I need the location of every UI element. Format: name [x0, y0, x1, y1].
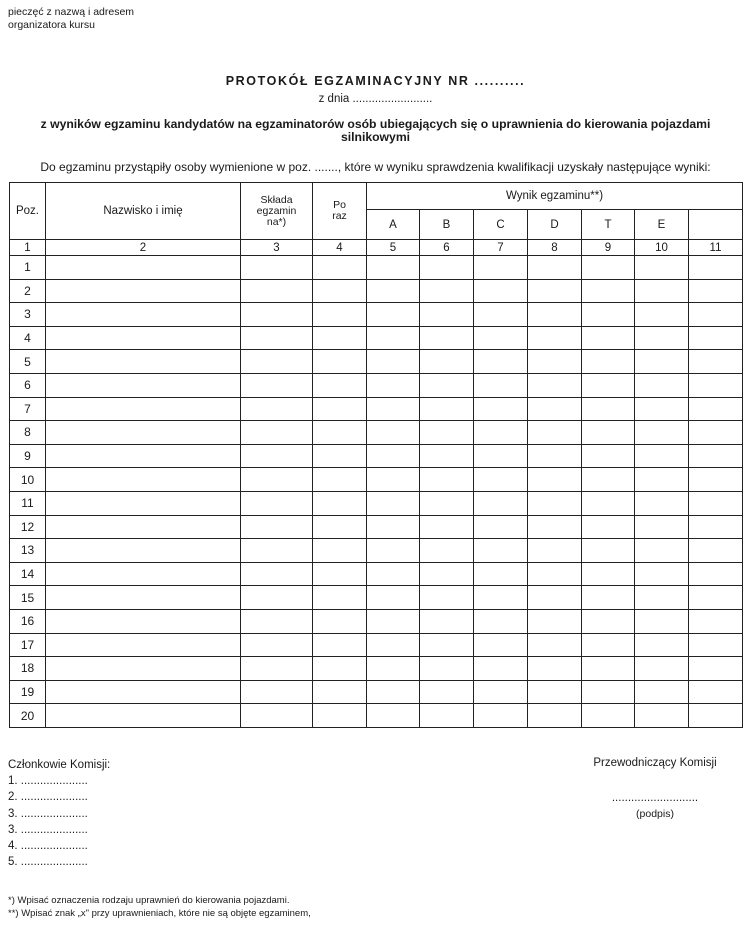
- table-cell[interactable]: [420, 515, 474, 539]
- result-subheader: E: [635, 210, 689, 240]
- table-cell[interactable]: [241, 397, 313, 421]
- member-line[interactable]: 3. .....................: [8, 823, 88, 836]
- table-row: [10, 468, 743, 492]
- results-table: [9, 182, 743, 728]
- table-cell[interactable]: [367, 633, 420, 657]
- table-cell[interactable]: [582, 279, 635, 303]
- table-cell[interactable]: [241, 303, 313, 327]
- table-cell[interactable]: [689, 256, 743, 280]
- table-cell[interactable]: [313, 256, 367, 280]
- table-cell[interactable]: [635, 303, 689, 327]
- table-cell[interactable]: [528, 609, 582, 633]
- table-cell[interactable]: [635, 421, 689, 445]
- member-line[interactable]: 1. .....................: [8, 775, 88, 788]
- table-cell[interactable]: [635, 633, 689, 657]
- date-line: z dnia .........................: [318, 93, 433, 105]
- table-cell[interactable]: [313, 609, 367, 633]
- row-number: 3: [10, 303, 46, 327]
- member-line[interactable]: 5. .....................: [8, 856, 88, 869]
- table-cell[interactable]: [474, 350, 528, 374]
- intro-text: Do egzaminu przystąpiły osoby wymienione w poz. ......., które w wyniku sprawdzenia kwalifikacji uzyskały następujące wyniki:: [40, 160, 711, 174]
- result-subheader: A: [367, 210, 420, 240]
- table-cell[interactable]: [474, 279, 528, 303]
- table-cell[interactable]: [241, 491, 313, 515]
- table-cell[interactable]: [420, 468, 474, 492]
- table-cell[interactable]: [367, 303, 420, 327]
- table-row: [10, 704, 743, 728]
- footnote-2: **) Wpisać znak „x" przy uprawnieniach, które nie są objęte egzaminem,: [8, 908, 311, 919]
- row-number: 4: [10, 326, 46, 350]
- table-cell[interactable]: [689, 657, 743, 681]
- table-cell[interactable]: [313, 444, 367, 468]
- protocol-subtitle: z wyników egzaminu kandydatów na egzaminatorów osób ubiegających się o uprawnienia do kierowania pojazdami silnikowymi: [40, 117, 711, 144]
- table-cell[interactable]: [474, 421, 528, 445]
- table-cell[interactable]: [689, 326, 743, 350]
- chair-label: Przewodniczący Komisji: [593, 757, 717, 769]
- table-cell[interactable]: [313, 680, 367, 704]
- table-cell[interactable]: [420, 397, 474, 421]
- table-cell[interactable]: [46, 657, 241, 681]
- column-number: 5: [367, 240, 420, 256]
- stamp-line-1: pieczęć z nazwą i adresem: [8, 6, 135, 18]
- table-cell[interactable]: [635, 397, 689, 421]
- column-number: 1: [10, 240, 46, 256]
- table-cell[interactable]: [582, 468, 635, 492]
- table-cell[interactable]: [689, 491, 743, 515]
- table-cell[interactable]: [420, 539, 474, 563]
- table-cell[interactable]: [582, 326, 635, 350]
- table-cell[interactable]: [528, 350, 582, 374]
- table-cell[interactable]: [582, 350, 635, 374]
- table-row: [10, 373, 743, 397]
- table-cell[interactable]: [582, 657, 635, 681]
- table-cell[interactable]: [635, 539, 689, 563]
- table-cell[interactable]: [689, 468, 743, 492]
- table-row: [10, 657, 743, 681]
- table-cell[interactable]: [635, 562, 689, 586]
- table-cell[interactable]: [582, 491, 635, 515]
- member-line[interactable]: 3. .....................: [8, 807, 88, 820]
- table-cell[interactable]: [474, 373, 528, 397]
- row-number: 6: [10, 373, 46, 397]
- table-cell[interactable]: [528, 562, 582, 586]
- table-cell[interactable]: [420, 303, 474, 327]
- table-cell[interactable]: [635, 279, 689, 303]
- table-cell[interactable]: [528, 279, 582, 303]
- table-cell[interactable]: [367, 421, 420, 445]
- result-subheader: B: [420, 210, 474, 240]
- table-cell[interactable]: [420, 586, 474, 610]
- table-cell[interactable]: [528, 539, 582, 563]
- column-number: 2: [46, 240, 241, 256]
- table-cell[interactable]: [46, 373, 241, 397]
- table-cell[interactable]: [528, 256, 582, 280]
- table-cell[interactable]: [528, 326, 582, 350]
- table-cell[interactable]: [528, 421, 582, 445]
- table-cell[interactable]: [582, 397, 635, 421]
- row-number: 13: [10, 539, 46, 563]
- table-cell[interactable]: [241, 515, 313, 539]
- table-cell[interactable]: [241, 539, 313, 563]
- table-cell[interactable]: [367, 609, 420, 633]
- table-row: [10, 303, 743, 327]
- table-cell[interactable]: [474, 609, 528, 633]
- table-cell[interactable]: [528, 373, 582, 397]
- table-cell[interactable]: [420, 491, 474, 515]
- table-cell[interactable]: [313, 397, 367, 421]
- table-row: [10, 421, 743, 445]
- table-cell[interactable]: [46, 515, 241, 539]
- table-cell[interactable]: [528, 680, 582, 704]
- table-cell[interactable]: [474, 704, 528, 728]
- table-row: [10, 279, 743, 303]
- table-cell[interactable]: [474, 657, 528, 681]
- row-number: 16: [10, 609, 46, 633]
- table-cell[interactable]: [46, 326, 241, 350]
- column-number: 10: [635, 240, 689, 256]
- chair-signature-line[interactable]: ...........................: [611, 792, 699, 804]
- table-cell[interactable]: [689, 373, 743, 397]
- table-cell[interactable]: [313, 539, 367, 563]
- table-cell[interactable]: [474, 444, 528, 468]
- column-number: 8: [528, 240, 582, 256]
- table-cell[interactable]: [241, 444, 313, 468]
- organizer-stamp: [8, 6, 134, 32]
- row-number: 8: [10, 421, 46, 445]
- table-row: [10, 586, 743, 610]
- table-cell[interactable]: [46, 680, 241, 704]
- result-subheader: C: [474, 210, 528, 240]
- table-cell[interactable]: [528, 704, 582, 728]
- table-row: [10, 515, 743, 539]
- table-row: [10, 326, 743, 350]
- table-cell[interactable]: [528, 586, 582, 610]
- table-cell[interactable]: [528, 633, 582, 657]
- table-cell[interactable]: [367, 704, 420, 728]
- table-row: [10, 680, 743, 704]
- table-cell[interactable]: [367, 562, 420, 586]
- row-number: 17: [10, 633, 46, 657]
- table-cell[interactable]: [689, 609, 743, 633]
- table-cell[interactable]: [313, 586, 367, 610]
- table-cell[interactable]: [689, 350, 743, 374]
- table-cell[interactable]: [528, 657, 582, 681]
- header-poraz: Po raz: [313, 183, 367, 240]
- table-cell[interactable]: [582, 303, 635, 327]
- table-cell[interactable]: [582, 609, 635, 633]
- table-cell[interactable]: [420, 421, 474, 445]
- table-cell[interactable]: [241, 256, 313, 280]
- table-cell[interactable]: [46, 539, 241, 563]
- committee-members: [8, 757, 110, 870]
- table-cell[interactable]: [528, 515, 582, 539]
- stamp-line-2: organizatora kursu: [8, 19, 95, 31]
- member-line[interactable]: 4. .....................: [8, 840, 88, 853]
- table-cell[interactable]: [528, 303, 582, 327]
- table-cell[interactable]: [474, 633, 528, 657]
- table-cell[interactable]: [689, 539, 743, 563]
- table-row: [10, 562, 743, 586]
- table-cell[interactable]: [313, 326, 367, 350]
- column-number: 9: [582, 240, 635, 256]
- table-cell[interactable]: [420, 279, 474, 303]
- row-number: 15: [10, 586, 46, 610]
- table-cell[interactable]: [367, 350, 420, 374]
- table-cell[interactable]: [635, 704, 689, 728]
- table-cell[interactable]: [528, 468, 582, 492]
- table-cell[interactable]: [313, 303, 367, 327]
- table-cell[interactable]: [635, 373, 689, 397]
- table-cell[interactable]: [420, 444, 474, 468]
- result-subheader: D: [528, 210, 582, 240]
- table-cell[interactable]: [689, 633, 743, 657]
- table-cell[interactable]: [46, 491, 241, 515]
- column-number: 3: [241, 240, 313, 256]
- table-cell[interactable]: [313, 373, 367, 397]
- table-cell[interactable]: [367, 586, 420, 610]
- table-cell[interactable]: [420, 657, 474, 681]
- table-cell[interactable]: [241, 609, 313, 633]
- table-cell[interactable]: [420, 609, 474, 633]
- footnote-1: *) Wpisać oznaczenia rodzaju uprawnień do kierowania pojazdami.: [8, 895, 290, 906]
- table-cell[interactable]: [367, 256, 420, 280]
- protocol-title: PROTOKÓŁ EGZAMINACYJNY NR ..........: [225, 74, 526, 88]
- table-cell[interactable]: [420, 326, 474, 350]
- row-number: 2: [10, 279, 46, 303]
- table-cell[interactable]: [241, 421, 313, 445]
- table-cell[interactable]: [241, 704, 313, 728]
- table-cell[interactable]: [313, 633, 367, 657]
- table-cell[interactable]: [46, 562, 241, 586]
- table-cell[interactable]: [689, 562, 743, 586]
- table-cell[interactable]: [241, 680, 313, 704]
- table-cell[interactable]: [689, 586, 743, 610]
- table-cell[interactable]: [635, 609, 689, 633]
- table-cell[interactable]: [582, 444, 635, 468]
- table-cell[interactable]: [46, 279, 241, 303]
- table-cell[interactable]: [241, 657, 313, 681]
- table-cell[interactable]: [367, 326, 420, 350]
- table-cell[interactable]: [689, 704, 743, 728]
- table-cell[interactable]: [241, 326, 313, 350]
- table-cell[interactable]: [582, 562, 635, 586]
- table-cell[interactable]: [582, 256, 635, 280]
- table-cell[interactable]: [46, 704, 241, 728]
- table-cell[interactable]: [46, 586, 241, 610]
- chair-signature-caption: (podpis): [636, 808, 674, 820]
- table-cell[interactable]: [582, 586, 635, 610]
- table-cell[interactable]: [367, 397, 420, 421]
- table-cell[interactable]: [46, 350, 241, 374]
- table-cell[interactable]: [241, 373, 313, 397]
- table-cell[interactable]: [474, 539, 528, 563]
- table-cell[interactable]: [420, 256, 474, 280]
- table-cell[interactable]: [635, 350, 689, 374]
- table-cell[interactable]: [313, 704, 367, 728]
- row-number: 20: [10, 704, 46, 728]
- table-cell[interactable]: [241, 586, 313, 610]
- table-cell[interactable]: [635, 515, 689, 539]
- table-cell[interactable]: [313, 515, 367, 539]
- table-cell[interactable]: [635, 444, 689, 468]
- result-subheader: T: [582, 210, 635, 240]
- table-cell[interactable]: [241, 279, 313, 303]
- table-cell[interactable]: [313, 491, 367, 515]
- table-cell[interactable]: [635, 657, 689, 681]
- table-cell[interactable]: [474, 491, 528, 515]
- table-cell[interactable]: [313, 562, 367, 586]
- table-cell[interactable]: [689, 279, 743, 303]
- table-cell[interactable]: [689, 515, 743, 539]
- table-cell[interactable]: [367, 468, 420, 492]
- table-cell[interactable]: [367, 279, 420, 303]
- table-cell[interactable]: [635, 326, 689, 350]
- column-number-row: [10, 240, 743, 256]
- table-cell[interactable]: [313, 421, 367, 445]
- table-cell[interactable]: [46, 444, 241, 468]
- table-cell[interactable]: [689, 303, 743, 327]
- members-label: Członkowie Komisji:: [8, 759, 111, 771]
- table-cell[interactable]: [528, 444, 582, 468]
- table-cell[interactable]: [46, 633, 241, 657]
- result-subheader: [689, 210, 743, 240]
- row-number: 18: [10, 657, 46, 681]
- table-cell[interactable]: [474, 586, 528, 610]
- table-cell[interactable]: [635, 491, 689, 515]
- table-cell[interactable]: [46, 303, 241, 327]
- table-cell[interactable]: [367, 539, 420, 563]
- table-cell[interactable]: [420, 350, 474, 374]
- table-cell[interactable]: [367, 657, 420, 681]
- table-cell[interactable]: [46, 609, 241, 633]
- table-row: [10, 256, 743, 280]
- table-cell[interactable]: [635, 586, 689, 610]
- table-cell[interactable]: [474, 680, 528, 704]
- table-cell[interactable]: [241, 633, 313, 657]
- table-cell[interactable]: [582, 421, 635, 445]
- row-number: 9: [10, 444, 46, 468]
- table-cell[interactable]: [474, 256, 528, 280]
- table-cell[interactable]: [635, 680, 689, 704]
- row-number: 10: [10, 468, 46, 492]
- column-number: 6: [420, 240, 474, 256]
- table-cell[interactable]: [689, 421, 743, 445]
- header-sklada: Składa egzamin na*): [241, 183, 313, 240]
- table-cell[interactable]: [241, 350, 313, 374]
- row-number: 5: [10, 350, 46, 374]
- table-cell[interactable]: [313, 350, 367, 374]
- table-cell[interactable]: [313, 657, 367, 681]
- table-cell[interactable]: [474, 397, 528, 421]
- table-cell[interactable]: [313, 279, 367, 303]
- table-cell[interactable]: [367, 444, 420, 468]
- table-cell[interactable]: [420, 562, 474, 586]
- table-row: [10, 491, 743, 515]
- header-row-1: [10, 183, 743, 210]
- table-cell[interactable]: [367, 373, 420, 397]
- column-number: 11: [689, 240, 743, 256]
- table-cell[interactable]: [241, 562, 313, 586]
- header-poz: Poz.: [10, 183, 46, 240]
- column-number: 4: [313, 240, 367, 256]
- table-row: [10, 609, 743, 633]
- table-cell[interactable]: [474, 303, 528, 327]
- row-number: 12: [10, 515, 46, 539]
- row-number: 19: [10, 680, 46, 704]
- table-body: [10, 256, 743, 728]
- member-line[interactable]: 2. .....................: [8, 791, 88, 804]
- table-cell[interactable]: [474, 562, 528, 586]
- table-cell[interactable]: [46, 421, 241, 445]
- header-name: Nazwisko i imię: [46, 183, 241, 240]
- table-row: [10, 350, 743, 374]
- table-cell[interactable]: [635, 256, 689, 280]
- table-cell[interactable]: [367, 491, 420, 515]
- table-cell[interactable]: [313, 468, 367, 492]
- table-cell[interactable]: [635, 468, 689, 492]
- row-number: 1: [10, 256, 46, 280]
- table-cell[interactable]: [582, 515, 635, 539]
- row-number: 7: [10, 397, 46, 421]
- table-cell[interactable]: [582, 373, 635, 397]
- table-cell[interactable]: [420, 373, 474, 397]
- table-cell[interactable]: [46, 468, 241, 492]
- table-cell[interactable]: [46, 256, 241, 280]
- table-row: [10, 444, 743, 468]
- table-cell[interactable]: [582, 704, 635, 728]
- table-cell[interactable]: [582, 633, 635, 657]
- table-cell[interactable]: [689, 397, 743, 421]
- table-cell[interactable]: [474, 468, 528, 492]
- table-cell[interactable]: [474, 326, 528, 350]
- row-number: 11: [10, 491, 46, 515]
- table-row: [10, 539, 743, 563]
- table-cell[interactable]: [46, 397, 241, 421]
- table-cell[interactable]: [420, 633, 474, 657]
- column-number: 7: [474, 240, 528, 256]
- table-row: [10, 397, 743, 421]
- table-cell[interactable]: [689, 444, 743, 468]
- table-cell[interactable]: [528, 491, 582, 515]
- table-cell[interactable]: [367, 680, 420, 704]
- row-number: 14: [10, 562, 46, 586]
- table-row: [10, 633, 743, 657]
- table-cell[interactable]: [689, 680, 743, 704]
- table-cell[interactable]: [582, 539, 635, 563]
- header-wynik: Wynik egzaminu**): [367, 183, 743, 210]
- table-cell[interactable]: [420, 704, 474, 728]
- table-cell[interactable]: [582, 680, 635, 704]
- table-cell[interactable]: [474, 515, 528, 539]
- table-cell[interactable]: [528, 397, 582, 421]
- table-cell[interactable]: [367, 515, 420, 539]
- table-cell[interactable]: [241, 468, 313, 492]
- table-cell[interactable]: [420, 680, 474, 704]
